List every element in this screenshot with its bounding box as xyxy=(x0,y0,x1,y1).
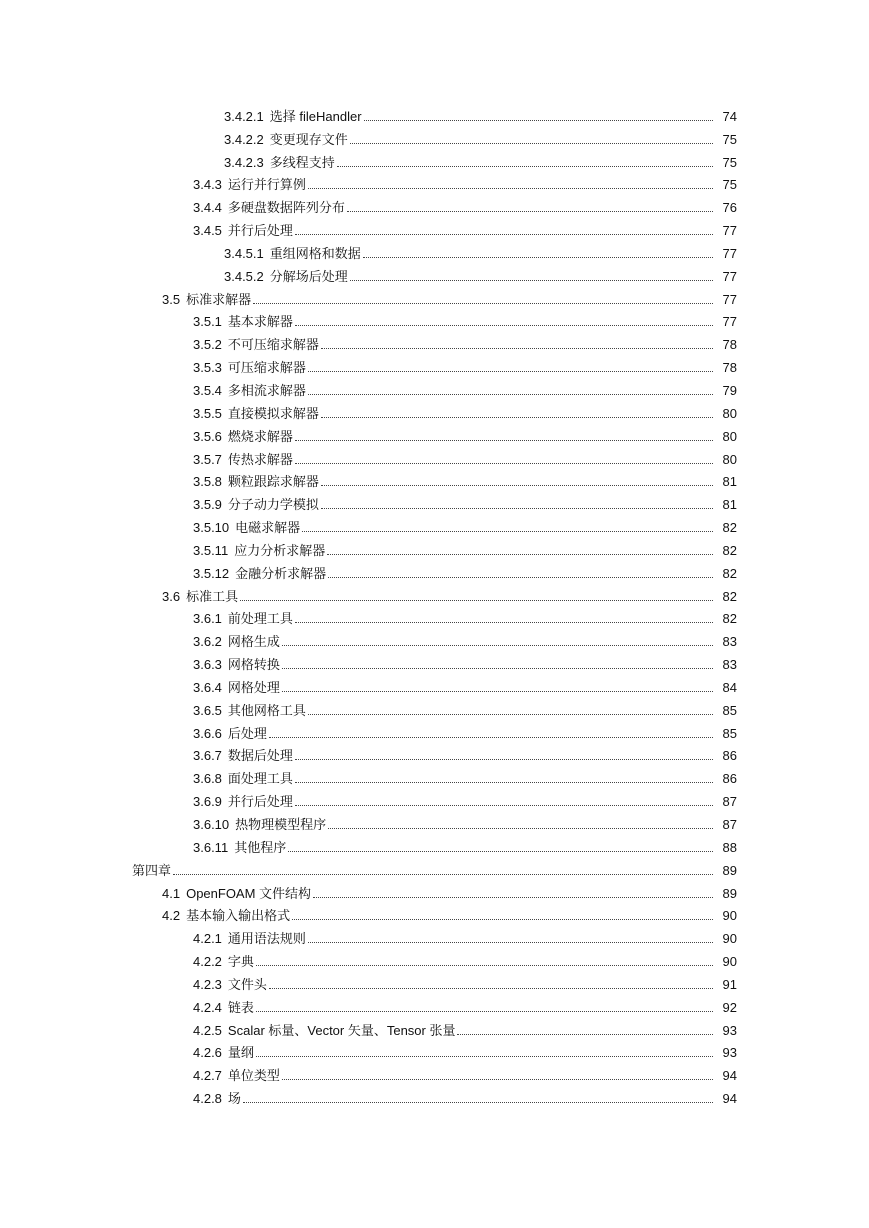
toc-entry-title: 传热求解器 xyxy=(227,451,293,467)
toc-entry-number: 3.5 xyxy=(162,291,181,307)
dot-leader xyxy=(347,211,713,212)
toc-entry[interactable] xyxy=(0,858,869,881)
toc-entry-title: 场 xyxy=(227,1091,241,1107)
toc-entry-page-number: 86 xyxy=(722,748,737,764)
toc-entry[interactable] xyxy=(0,195,869,218)
toc-entry[interactable] xyxy=(0,424,869,447)
toc-entry-title: 运行并行算例 xyxy=(227,177,306,193)
toc-entry-page-number: 75 xyxy=(722,154,737,170)
toc-entry-title: 重组网格和数据 xyxy=(269,245,361,261)
toc-entry-title: 面处理工具 xyxy=(227,771,293,787)
toc-entry-page-number: 74 xyxy=(722,108,737,124)
toc-entry-page-number: 90 xyxy=(722,908,737,924)
dot-leader xyxy=(363,257,713,258)
toc-entry-page-number: 86 xyxy=(722,771,737,787)
toc-entry-page-number: 93 xyxy=(722,1045,737,1061)
dot-leader xyxy=(243,1102,713,1103)
toc-entry-number: 3.5.5 xyxy=(193,405,222,421)
dot-leader xyxy=(295,622,713,623)
toc-entry-page-number: 82 xyxy=(722,542,737,558)
toc-entry-number: 3.5.1 xyxy=(193,314,222,330)
toc-entry-number: 3.4.2.1 xyxy=(224,108,264,124)
toc-entry[interactable] xyxy=(0,607,869,630)
toc-entry[interactable] xyxy=(0,470,869,493)
toc-entry[interactable] xyxy=(0,218,869,241)
toc-entry-number: 3.5.2 xyxy=(193,337,222,353)
dot-leader xyxy=(328,828,713,829)
toc-entry-page-number: 92 xyxy=(722,999,737,1015)
toc-entry[interactable] xyxy=(0,492,869,515)
toc-entry-title: 应力分析求解器 xyxy=(234,542,326,558)
dot-leader xyxy=(256,965,713,966)
toc-entry-title: 多相流求解器 xyxy=(227,382,306,398)
toc-entry-number: 3.4.2.3 xyxy=(224,154,264,170)
toc-entry-title: 分子动力学模拟 xyxy=(227,497,319,513)
toc-entry-page-number: 75 xyxy=(722,177,737,193)
toc-entry[interactable] xyxy=(0,721,869,744)
toc-entry-title: 其他网格工具 xyxy=(227,702,306,718)
toc-entry-title: 字典 xyxy=(227,954,254,970)
toc-entry[interactable] xyxy=(0,1063,869,1086)
toc-entry-page-number: 83 xyxy=(722,634,737,650)
toc-entry-number: 3.4.2.2 xyxy=(224,131,264,147)
toc-entry-title: 链表 xyxy=(227,999,254,1015)
toc-entry[interactable] xyxy=(0,1018,869,1041)
dot-leader xyxy=(256,1011,713,1012)
toc-entry[interactable] xyxy=(0,972,869,995)
toc-entry-page-number: 80 xyxy=(722,428,737,444)
toc-entry-title: 网格处理 xyxy=(227,679,280,695)
toc-entry-page-number: 77 xyxy=(722,223,737,239)
toc-entry-page-number: 81 xyxy=(722,497,737,513)
toc-entry-page-number: 78 xyxy=(722,360,737,376)
toc-entry-title: 基本求解器 xyxy=(227,314,293,330)
dot-leader xyxy=(282,645,713,646)
dot-leader xyxy=(295,759,713,760)
toc-entry-page-number: 82 xyxy=(722,520,737,536)
dot-leader xyxy=(302,531,713,532)
toc-entry-number: 4.1 xyxy=(162,885,181,901)
table-of-contents xyxy=(0,104,869,1109)
toc-entry-title: Scalar 标量、Vector 矢量、Tensor 张量 xyxy=(227,1022,456,1038)
toc-entry-page-number: 82 xyxy=(722,611,737,627)
dot-leader xyxy=(269,737,713,738)
toc-entry-title: 直接模拟求解器 xyxy=(227,405,319,421)
toc-entry-number: 3.5.6 xyxy=(193,428,222,444)
toc-entry-page-number: 80 xyxy=(722,451,737,467)
toc-entry-title: 分解场后处理 xyxy=(269,268,348,284)
dot-leader xyxy=(457,1034,713,1035)
toc-entry-title: 单位类型 xyxy=(227,1068,280,1084)
toc-entry-title: 电磁求解器 xyxy=(235,520,301,536)
toc-entry-title: 金融分析求解器 xyxy=(235,565,327,581)
toc-entry[interactable] xyxy=(0,150,869,173)
toc-entry-title: 网格转换 xyxy=(227,657,280,673)
dot-leader xyxy=(292,919,713,920)
toc-entry-number: 3.4.5.2 xyxy=(224,268,264,284)
toc-entry-title: 不可压缩求解器 xyxy=(227,337,319,353)
toc-entry[interactable] xyxy=(0,675,869,698)
toc-entry-number: 4.2.6 xyxy=(193,1045,222,1061)
toc-entry-title: 选择 fileHandler xyxy=(269,108,362,124)
toc-entry-page-number: 76 xyxy=(722,200,737,216)
dot-leader xyxy=(350,143,713,144)
toc-entry[interactable] xyxy=(0,127,869,150)
dot-leader xyxy=(328,577,713,578)
toc-entry-number: 3.5.12 xyxy=(193,565,230,581)
toc-entry-title: OpenFOAM 文件结构 xyxy=(186,885,312,901)
toc-entry-page-number: 85 xyxy=(722,702,737,718)
toc-entry-page-number: 77 xyxy=(722,314,737,330)
toc-entry-title: 变更现存文件 xyxy=(269,131,348,147)
dot-leader xyxy=(321,348,713,349)
toc-entry[interactable] xyxy=(0,584,869,607)
toc-entry-number: 3.6.5 xyxy=(193,702,222,718)
toc-entry-number: 3.6.9 xyxy=(193,794,222,810)
dot-leader xyxy=(313,897,713,898)
toc-entry-page-number: 94 xyxy=(722,1068,737,1084)
toc-entry-page-number: 84 xyxy=(722,679,737,695)
toc-entry-title: 前处理工具 xyxy=(227,611,293,627)
toc-entry-number: 3.6.1 xyxy=(193,611,222,627)
toc-entry[interactable] xyxy=(0,1086,869,1109)
dot-leader xyxy=(321,485,713,486)
toc-entry[interactable] xyxy=(0,332,869,355)
toc-entry-page-number: 94 xyxy=(722,1091,737,1107)
toc-entry-page-number: 85 xyxy=(722,725,737,741)
dot-leader xyxy=(282,691,713,692)
toc-entry-number: 4.2.1 xyxy=(193,931,222,947)
toc-entry-page-number: 89 xyxy=(722,862,737,878)
toc-entry-title: 网格生成 xyxy=(227,634,280,650)
toc-entry-page-number: 90 xyxy=(722,931,737,947)
toc-entry-page-number: 83 xyxy=(722,657,737,673)
toc-entry-title: 标准工具 xyxy=(186,588,239,604)
toc-entry-page-number: 77 xyxy=(722,245,737,261)
toc-entry-title: 通用语法规则 xyxy=(227,931,306,947)
toc-entry-title: 标准求解器 xyxy=(186,291,252,307)
toc-entry-page-number: 75 xyxy=(722,131,737,147)
toc-entry[interactable] xyxy=(0,812,869,835)
toc-entry-number: 3.6 xyxy=(162,588,181,604)
toc-entry-number: 4.2.2 xyxy=(193,954,222,970)
toc-entry[interactable] xyxy=(0,515,869,538)
toc-entry-page-number: 88 xyxy=(722,839,737,855)
dot-leader xyxy=(295,463,713,464)
toc-entry-number: 4.2.4 xyxy=(193,999,222,1015)
toc-entry-number: 3.5.8 xyxy=(193,474,222,490)
toc-entry-title: 颗粒跟踪求解器 xyxy=(227,474,319,490)
toc-entry-page-number: 91 xyxy=(722,976,737,992)
dot-leader xyxy=(308,942,713,943)
dot-leader xyxy=(308,714,713,715)
toc-entry-number: 3.6.8 xyxy=(193,771,222,787)
toc-entry-title: 其他程序 xyxy=(234,839,287,855)
toc-entry-title: 数据后处理 xyxy=(227,748,293,764)
dot-leader xyxy=(256,1056,713,1057)
toc-entry-number: 3.5.4 xyxy=(193,382,222,398)
dot-leader xyxy=(321,417,713,418)
toc-entry-number: 4.2.3 xyxy=(193,976,222,992)
toc-entry-title: 多硬盘数据阵列分布 xyxy=(227,200,345,216)
toc-entry-number: 4.2.7 xyxy=(193,1068,222,1084)
toc-entry-page-number: 77 xyxy=(722,268,737,284)
toc-entry-title: 多线程支持 xyxy=(269,154,335,170)
toc-entry[interactable] xyxy=(0,310,869,333)
dot-leader xyxy=(269,988,713,989)
toc-entry[interactable] xyxy=(0,538,869,561)
toc-entry[interactable] xyxy=(0,881,869,904)
toc-entry-number: 3.5.11 xyxy=(193,542,229,558)
toc-entry[interactable] xyxy=(0,401,869,424)
dot-leader xyxy=(253,303,713,304)
toc-entry[interactable] xyxy=(0,561,869,584)
toc-entry-page-number: 87 xyxy=(722,817,737,832)
dot-leader xyxy=(295,234,713,235)
toc-entry[interactable] xyxy=(0,241,869,264)
toc-entry[interactable] xyxy=(0,926,869,949)
toc-entry[interactable] xyxy=(0,355,869,378)
toc-entry[interactable] xyxy=(0,949,869,972)
toc-entry-title: 文件头 xyxy=(227,976,267,992)
toc-entry-title: 第四章 xyxy=(132,862,172,878)
toc-entry-number: 3.5.9 xyxy=(193,497,222,513)
toc-entry-page-number: 82 xyxy=(722,565,737,581)
toc-entry-page-number: 82 xyxy=(722,588,737,604)
toc-entry-number: 3.6.6 xyxy=(193,725,222,741)
dot-leader xyxy=(240,600,713,601)
toc-entry-number: 3.4.5.1 xyxy=(224,245,264,261)
toc-entry-number: 3.5.7 xyxy=(193,451,222,467)
toc-entry[interactable] xyxy=(0,1041,869,1064)
toc-entry[interactable] xyxy=(0,835,869,858)
dot-leader xyxy=(364,120,713,121)
dot-leader xyxy=(350,280,713,281)
toc-entry-number: 3.6.10 xyxy=(193,817,230,832)
toc-entry-page-number: 77 xyxy=(722,291,737,307)
toc-entry[interactable] xyxy=(0,173,869,196)
toc-entry-number: 3.5.3 xyxy=(193,360,222,376)
toc-entry[interactable] xyxy=(0,995,869,1018)
toc-entry[interactable] xyxy=(0,744,869,767)
toc-entry[interactable] xyxy=(0,264,869,287)
dot-leader xyxy=(295,440,713,441)
toc-entry[interactable] xyxy=(0,378,869,401)
dot-leader xyxy=(282,668,713,669)
toc-entry[interactable] xyxy=(0,766,869,789)
dot-leader xyxy=(327,554,713,555)
toc-entry-title: 并行后处理 xyxy=(227,223,293,239)
toc-entry-number: 3.6.3 xyxy=(193,657,222,673)
dot-leader xyxy=(173,874,713,875)
toc-entry-number: 4.2.5 xyxy=(193,1022,222,1038)
toc-entry-number: 3.4.5 xyxy=(193,223,222,239)
dot-leader xyxy=(295,805,713,806)
toc-entry[interactable] xyxy=(0,629,869,652)
toc-entry-page-number: 81 xyxy=(722,474,737,490)
toc-entry-title: 热物理模型程序 xyxy=(235,817,327,832)
toc-entry[interactable] xyxy=(0,104,869,127)
toc-entry-number: 3.5.10 xyxy=(193,520,230,536)
toc-entry-number: 4.2 xyxy=(162,908,181,924)
dot-leader xyxy=(308,371,713,372)
toc-entry-page-number: 80 xyxy=(722,405,737,421)
toc-entry-number: 3.6.11 xyxy=(193,839,229,855)
toc-entry-page-number: 87 xyxy=(722,794,737,810)
toc-entry-title: 并行后处理 xyxy=(227,794,293,810)
toc-entry-number: 3.4.4 xyxy=(193,200,222,216)
toc-entry-page-number: 78 xyxy=(722,337,737,353)
dot-leader xyxy=(282,1079,713,1080)
toc-entry-page-number: 79 xyxy=(722,382,737,398)
toc-entry-number: 3.6.7 xyxy=(193,748,222,764)
toc-entry-title: 可压缩求解器 xyxy=(227,360,306,376)
dot-leader xyxy=(288,851,713,852)
toc-entry-title: 基本输入输出格式 xyxy=(186,908,291,924)
dot-leader xyxy=(295,325,713,326)
toc-entry-page-number: 90 xyxy=(722,954,737,970)
toc-entry-number: 3.6.2 xyxy=(193,634,222,650)
toc-entry-number: 3.4.3 xyxy=(193,177,222,193)
toc-entry-number: 4.2.8 xyxy=(193,1091,222,1107)
toc-entry-page-number: 93 xyxy=(722,1022,737,1038)
dot-leader xyxy=(308,188,713,189)
toc-entry-title: 量纲 xyxy=(227,1045,254,1061)
toc-entry[interactable] xyxy=(0,789,869,812)
dot-leader xyxy=(308,394,713,395)
toc-entry[interactable] xyxy=(0,698,869,721)
toc-entry[interactable] xyxy=(0,447,869,470)
toc-entry-number: 3.6.4 xyxy=(193,679,222,695)
toc-entry-title: 燃烧求解器 xyxy=(227,428,293,444)
dot-leader xyxy=(295,782,713,783)
toc-entry[interactable] xyxy=(0,287,869,310)
toc-entry-title: 后处理 xyxy=(227,725,267,741)
dot-leader xyxy=(337,166,713,167)
toc-entry[interactable] xyxy=(0,652,869,675)
dot-leader xyxy=(321,508,713,509)
toc-entry[interactable] xyxy=(0,904,869,927)
toc-entry-page-number: 89 xyxy=(722,885,737,901)
